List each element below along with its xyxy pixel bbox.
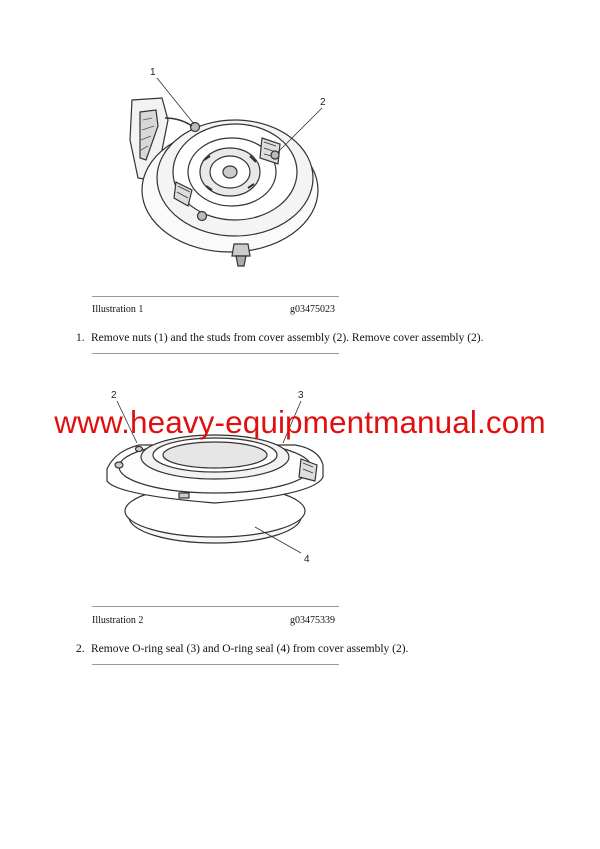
illustration-2-label: Illustration 2 bbox=[92, 615, 144, 626]
callout-4: 4 bbox=[304, 554, 310, 565]
watermark-text: www.heavy-equipmentmanual.com bbox=[54, 404, 546, 440]
step-2-number: 2. bbox=[76, 643, 85, 655]
callout-1: 1 bbox=[150, 67, 156, 78]
step-2-rule bbox=[92, 664, 339, 665]
caption-2-top-rule bbox=[92, 606, 339, 607]
illustration-1-id: g03475023 bbox=[290, 304, 335, 315]
illustration-2-id: g03475339 bbox=[290, 615, 335, 626]
step-1-number: 1. bbox=[76, 332, 85, 344]
callout-2: 2 bbox=[111, 390, 117, 401]
callout-2: 2 bbox=[320, 97, 326, 108]
illustration-1-drawing bbox=[110, 60, 350, 285]
step-1-text: Remove nuts (1) and the studs from cover assembly (2). Remove cover assembly (2). bbox=[91, 332, 484, 344]
callout-3: 3 bbox=[298, 390, 304, 401]
caption-top-rule bbox=[92, 296, 339, 297]
illustration-1-label: Illustration 1 bbox=[92, 304, 144, 315]
step-1-rule bbox=[92, 353, 339, 354]
step-2-text: Remove O-ring seal (3) and O-ring seal (4) from cover assembly (2). bbox=[91, 643, 409, 655]
